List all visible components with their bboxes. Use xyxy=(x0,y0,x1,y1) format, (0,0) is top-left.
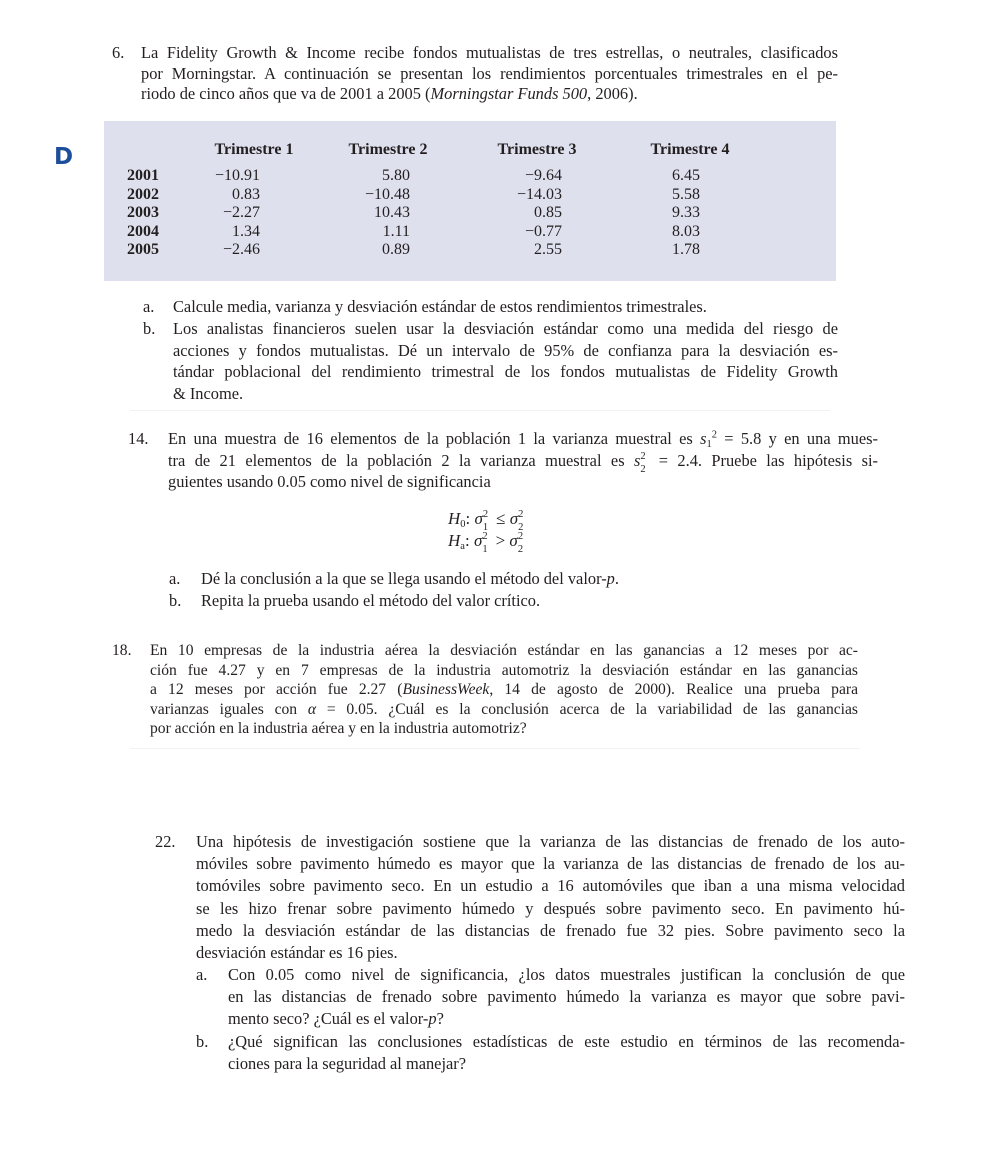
problem-number: 14. xyxy=(128,429,149,448)
cell: 5.80 xyxy=(382,167,410,184)
math-var: H xyxy=(448,509,461,528)
problem-text-line: se les hizo frenar sobre pavimento húmedo y después sobre pavimento seco. En pavimento hú- xyxy=(196,898,905,918)
math-script-stack xyxy=(518,509,527,533)
cell: −9.64 xyxy=(524,167,562,184)
hypotheses xyxy=(448,508,527,555)
year-header xyxy=(104,141,192,167)
part-label: b. xyxy=(143,319,156,338)
math-var: p xyxy=(606,569,615,588)
column-header: Trimestre 4 xyxy=(650,141,730,158)
problem-text-line xyxy=(150,700,858,720)
citation-title: BusinessWeek xyxy=(402,681,490,698)
problem-text-line: La Fidelity Growth & Income recibe fondos mutualistas de tres estrellas, o neutrales, clasificados xyxy=(141,43,838,62)
citation-title: Morningstar Funds 500 xyxy=(430,84,588,103)
math-var: σ xyxy=(509,531,518,550)
problem-6-part-b xyxy=(143,318,838,404)
table-row xyxy=(104,167,766,186)
cell: −0.77 xyxy=(524,222,562,240)
math-var: σ xyxy=(474,509,483,528)
column-header: Trimestre 2 xyxy=(348,141,428,158)
problem-text-line xyxy=(141,84,838,105)
problem-text-line xyxy=(168,428,878,450)
math-subscript: a xyxy=(460,541,465,552)
math-subscript: 2 xyxy=(640,463,646,475)
problem-number: 22. xyxy=(155,832,176,851)
problem-18 xyxy=(112,641,858,739)
math-var: H xyxy=(448,531,461,550)
table-row xyxy=(104,241,766,260)
part-text-line: Los analistas financieros suelen usar la desviación estándar como una medida del riesgo de xyxy=(173,319,838,338)
column-header: Trimestre 3 xyxy=(497,141,577,158)
math-script-stack xyxy=(482,531,491,555)
part-text-line: ciones para la seguridad al manejar? xyxy=(228,1054,467,1074)
text-segment: , 2006). xyxy=(587,84,638,103)
math-operator: ≤ xyxy=(496,509,506,528)
problem-text-line xyxy=(168,450,878,475)
part-text-line: acciones y fondos mutualistas. Dé un intervalo de 95% de confianza para la desviación es- xyxy=(173,340,838,360)
cell: 6.45 xyxy=(672,167,700,184)
problem-text-line: ción fue 4.27 y en 7 empresas de la industria automotriz la desviación estándar en las ganancias xyxy=(150,661,858,679)
problem-text-line: Una hipótesis de investigación sostiene que la varianza de las distancias de frenado de los auto- xyxy=(196,832,905,851)
part-text-line: ¿Qué significan las conclusiones estadísticas de este estudio en términos de las recomenda- xyxy=(228,1032,905,1051)
problem-number: 18. xyxy=(112,642,132,659)
math-operator: > xyxy=(495,531,506,550)
problem-text-line: guientes usando 0.05 como nivel de significancia xyxy=(168,472,491,491)
cell: 1.78 xyxy=(672,241,700,258)
part-text-line xyxy=(228,1008,905,1030)
cell: −14.03 xyxy=(516,185,562,203)
math-subscript: 1 xyxy=(706,439,712,450)
part-label: a. xyxy=(196,965,208,984)
cell: 0.89 xyxy=(382,241,410,258)
part-text-line: & Income. xyxy=(173,383,244,403)
math-superscript: 2 xyxy=(517,531,524,542)
text-segment: = 5.8 y en una mues- xyxy=(716,429,878,448)
math-superscript: 2 xyxy=(482,509,489,520)
math-var: p xyxy=(428,1009,437,1029)
text-segment: . xyxy=(614,569,619,588)
cell: −10.91 xyxy=(214,167,260,184)
problem-22-part-a xyxy=(196,964,905,1031)
row-year: 2002 xyxy=(127,185,159,203)
text-segment: a 12 meses por acción fue 2.27 ( xyxy=(150,681,403,698)
math-var: α xyxy=(307,700,317,718)
math-script-stack xyxy=(482,509,492,533)
cell: 9.33 xyxy=(672,204,700,221)
math-superscript: 2 xyxy=(711,429,717,441)
text-segment: , 14 de agosto de 2000). Realice una prueba para xyxy=(489,681,858,698)
text-segment: = 2.4. Pruebe las hipótesis si- xyxy=(649,450,878,470)
part-label: a. xyxy=(143,297,155,316)
math-subscript: 2 xyxy=(518,522,524,533)
part-label: b. xyxy=(169,591,182,610)
problem-22 xyxy=(155,831,905,964)
scan-artifact xyxy=(130,748,860,749)
problem-number: 6. xyxy=(112,43,125,62)
math-script-stack xyxy=(640,450,649,475)
problem-text-line: por Morningstar. A continuación se presentan los rendimientos porcentuales trimestrales en el pe- xyxy=(141,63,838,83)
part-label: a. xyxy=(169,569,181,588)
math-superscript: 2 xyxy=(518,509,524,520)
part-text: Calcule media, varianza y desviación estándar de estos rendimientos trimestrales. xyxy=(173,297,707,316)
text-segment: ? xyxy=(436,1009,444,1029)
text-segment: En una muestra de 16 elementos de la población 1 la varianza muestral es xyxy=(168,429,701,448)
table-header-row xyxy=(104,141,766,167)
part-text-line: tándar poblacional del rendimiento trimestral de los fondos mutualistas de Fidelity Growth xyxy=(173,362,838,381)
null-hypothesis: $H_0$: σ 2 1 ≤ σ 2 2 xyxy=(448,508,527,530)
math-subscript: 1 xyxy=(482,522,489,533)
cell: 8.03 xyxy=(672,222,700,240)
row-year: 2001 xyxy=(127,167,159,184)
problem-text-line xyxy=(150,680,858,700)
math-subscript: 2 xyxy=(517,544,524,555)
alternative-hypothesis: $H_a$: σ 2 1 > σ 2 2 xyxy=(448,530,527,552)
problem-text-line: móviles sobre pavimento húmedo es mayor que la varianza de las distancias de frenado de los au- xyxy=(196,854,905,874)
math-var: σ xyxy=(473,531,483,550)
part-text xyxy=(201,568,769,590)
cell: 10.43 xyxy=(374,204,410,221)
problem-14 xyxy=(128,428,878,493)
math-superscript: 2 xyxy=(640,450,646,462)
returns-table-panel xyxy=(104,121,836,281)
table-row xyxy=(104,204,766,223)
cell: 0.83 xyxy=(232,185,260,203)
problem-6 xyxy=(112,43,838,105)
cell: −10.48 xyxy=(364,185,410,203)
column-header: Trimestre 1 xyxy=(214,141,294,158)
problem-text-line: desviación estándar es 16 pies. xyxy=(196,943,398,963)
problem-text-line: tomóviles sobre pavimento seco. En un estudio a 16 automóviles que iban a una misma velocidad xyxy=(196,876,905,896)
part-text-line: Con 0.05 como nivel de significancia, ¿los datos muestrales justifican la conclusión de que xyxy=(228,965,905,984)
cell: 5.58 xyxy=(672,185,700,203)
table-row xyxy=(104,223,766,242)
math-subscript: 1 xyxy=(482,544,488,555)
returns-table xyxy=(104,141,766,260)
table-row xyxy=(104,186,766,205)
problem-6-part-a xyxy=(143,296,838,318)
math-var: s xyxy=(633,450,641,470)
text-segment: varianzas iguales con xyxy=(150,700,308,718)
text-segment: = 0.05. ¿Cuál es la conclusión acerca de la variabilidad de las ganancias xyxy=(316,700,858,718)
cell: 2.55 xyxy=(534,241,562,258)
text-segment: tra de 21 elementos de la población 2 la varianza muestral es xyxy=(168,450,634,470)
text-segment: riodo de cinco años que va de 2001 a 2005 ( xyxy=(141,84,431,103)
math-script-stack xyxy=(517,531,527,555)
row-year: 2005 xyxy=(127,241,159,258)
text-segment: mento seco? ¿Cuál es el valor- xyxy=(228,1009,429,1029)
scan-artifact xyxy=(130,410,830,411)
cell: −2.46 xyxy=(222,241,260,258)
problem-14-part-a xyxy=(169,568,769,590)
part-text: Repita la prueba usando el método del valor crítico. xyxy=(201,591,541,610)
data-file-icon: D xyxy=(54,144,74,170)
math-var: s xyxy=(700,429,707,448)
cell: 0.85 xyxy=(534,204,562,221)
problem-14-part-b xyxy=(169,590,769,612)
math-var: σ xyxy=(509,509,519,528)
row-year: 2004 xyxy=(127,222,159,240)
row-year: 2003 xyxy=(127,204,159,221)
part-text-line: en las distancias de frenado sobre pavimento húmedo la varianza es mayor que sobre pavi- xyxy=(228,987,905,1007)
part-label: b. xyxy=(196,1032,209,1051)
math-subscript: 0 xyxy=(460,519,466,530)
problem-text-line: por acción en la industria aérea y en la industria automotriz? xyxy=(150,720,527,737)
math-superscript: 2 xyxy=(482,531,488,542)
problem-22-part-b xyxy=(196,1031,905,1075)
problem-text-line: medo la desviación estándar de las distancias de frenado fue 32 pies. Sobre pavimento seco la xyxy=(196,920,905,940)
cell: 1.11 xyxy=(382,222,410,240)
cell: 1.34 xyxy=(232,222,260,240)
problem-text-line: En 10 empresas de la industria aérea la desviación estándar en las ganancias a 12 meses por ac- xyxy=(150,642,858,659)
cell: −2.27 xyxy=(222,204,260,221)
text-segment: Dé la conclusión a la que se llega usando el método del valor- xyxy=(201,569,607,588)
